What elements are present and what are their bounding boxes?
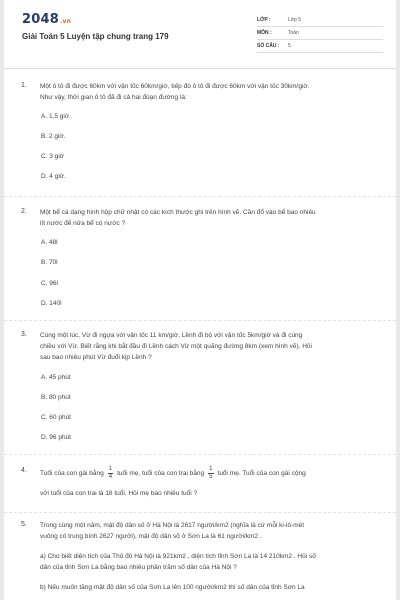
question-separator xyxy=(4,512,396,513)
question-line: Một ô tô đi được 60km với vận tốc 60km/giờ, tiếp đó ô tô đi được 60km với vận tốc 30km/giờ. xyxy=(40,83,310,90)
question-fragment: tuổi mẹ, tuổi của con trai bằng xyxy=(117,469,205,477)
question-line xyxy=(40,462,384,484)
question-line: sau bao nhiêu phút Vừ đuổi kịp Lềnh ? xyxy=(40,354,152,361)
question-separator xyxy=(4,196,396,197)
question-line: lít nước để nửa bể có nước ? xyxy=(40,220,126,227)
fraction-denominator: 5 xyxy=(209,473,213,480)
option-d[interactable]: D. 140l xyxy=(41,300,62,307)
question-text xyxy=(40,207,384,229)
fraction xyxy=(108,466,113,481)
question-text xyxy=(40,462,384,499)
option-c[interactable]: C. 3 giờ xyxy=(41,153,65,160)
page-title: Giải Toán 5 Luyện tập chung trang 179 xyxy=(22,32,169,41)
subquestion-b-line: b) Nếu muốn tăng mật độ dân số của Sơn La lên 100 người/km2 thì số dân của tỉnh Sơn La xyxy=(40,584,305,591)
fraction-denominator: 4 xyxy=(108,473,113,480)
meta-row-subject xyxy=(257,27,383,40)
logo-main: 2048 xyxy=(22,12,59,27)
option-b[interactable]: B. 80 phút xyxy=(41,394,71,401)
meta-label: SỐ CÂU : xyxy=(257,43,280,49)
option-c[interactable]: C. 96l xyxy=(41,280,58,287)
question-line: Trong cùng một năm, mật độ dân số ở Hà Nội là 2617 người/km2 (nghĩa là cứ mỗi ki-lô-mét xyxy=(40,522,305,529)
meta-value: 5 xyxy=(288,43,291,49)
question-separator xyxy=(4,320,396,321)
question-number: 3. xyxy=(21,331,27,338)
option-a[interactable]: A. 1,5 giờ. xyxy=(41,113,71,120)
question-number: 5. xyxy=(21,521,27,528)
meta-row-class xyxy=(257,14,383,27)
meta-value: Toán xyxy=(288,30,299,36)
question-fragment: Tuổi của con gái bằng xyxy=(40,469,104,477)
fraction-numerator: 1 xyxy=(108,465,113,472)
subquestion-a-line: dân của tỉnh Sơn La bằng bao nhiêu phần trăm số dân của Hà Nội ? xyxy=(40,564,237,571)
question-text xyxy=(40,330,384,363)
site-logo[interactable] xyxy=(22,12,71,27)
option-a[interactable]: A. 45 phút xyxy=(41,374,71,381)
document-page xyxy=(4,0,396,600)
header-divider xyxy=(4,68,396,69)
logo-suffix: .vn xyxy=(59,18,72,25)
header xyxy=(4,0,396,62)
subquestion-a-line: a) Cho biết diện tích của Thủ đô Hà Nội là 921km2 , diện tích tỉnh Sơn La là 14 210km2 . Hỏi số xyxy=(40,553,316,560)
question-text xyxy=(40,520,384,593)
meta-label: LỚP : xyxy=(257,17,271,23)
question-number: 2. xyxy=(21,208,27,215)
question-line: chiều với Vừ. Biết rằng khi bắt đầu đi Lềnh cách Vừ một quãng đường 8km (xem hình vẽ). Hỏi xyxy=(40,343,312,350)
question-line: Như vậy, thời gian ô tô đã đi cả hai đoạn đường là: xyxy=(40,94,187,101)
meta-label: MÔN : xyxy=(257,30,272,36)
question-number: 4. xyxy=(21,467,27,474)
fraction xyxy=(208,466,213,481)
meta-row-count xyxy=(257,40,383,53)
option-d[interactable]: D. 4 giờ. xyxy=(41,173,66,180)
question-line: Cùng một lúc, Vừ đi ngựa với vận tốc 11 km/giờ, Lềnh đi bộ với vận tốc 5km/giờ và đi cùng xyxy=(40,332,303,339)
option-b[interactable]: B. 70l xyxy=(41,259,58,266)
meta-table xyxy=(257,14,383,53)
question-line: với tuổi của con trai là 18 tuổi. Hỏi mẹ bao nhiêu tuổi ? xyxy=(40,490,198,497)
question-fragment: tuổi mẹ. Tuổi của con gái cộng xyxy=(217,469,306,477)
question-line: Một bể cá dạng hình hộp chữ nhật có các kích thước ghi trên hình vẽ. Cần đổ vào bể bao nhiêu xyxy=(40,209,316,216)
question-number: 1. xyxy=(21,82,27,89)
option-b[interactable]: B. 2 giờ. xyxy=(41,133,66,140)
question-separator xyxy=(4,454,396,455)
question-line: vuông có trung bình 2627 người), mật độ dân số ở Sơn La là 61 người/km2 . xyxy=(40,533,262,540)
option-c[interactable]: C. 60 phút xyxy=(41,414,71,421)
meta-value: Lớp 5 xyxy=(288,17,302,23)
option-d[interactable]: D. 96 phút xyxy=(41,434,71,441)
question-text xyxy=(40,81,384,103)
option-a[interactable]: A. 48l xyxy=(41,239,58,246)
fraction-numerator: 1 xyxy=(209,465,213,472)
